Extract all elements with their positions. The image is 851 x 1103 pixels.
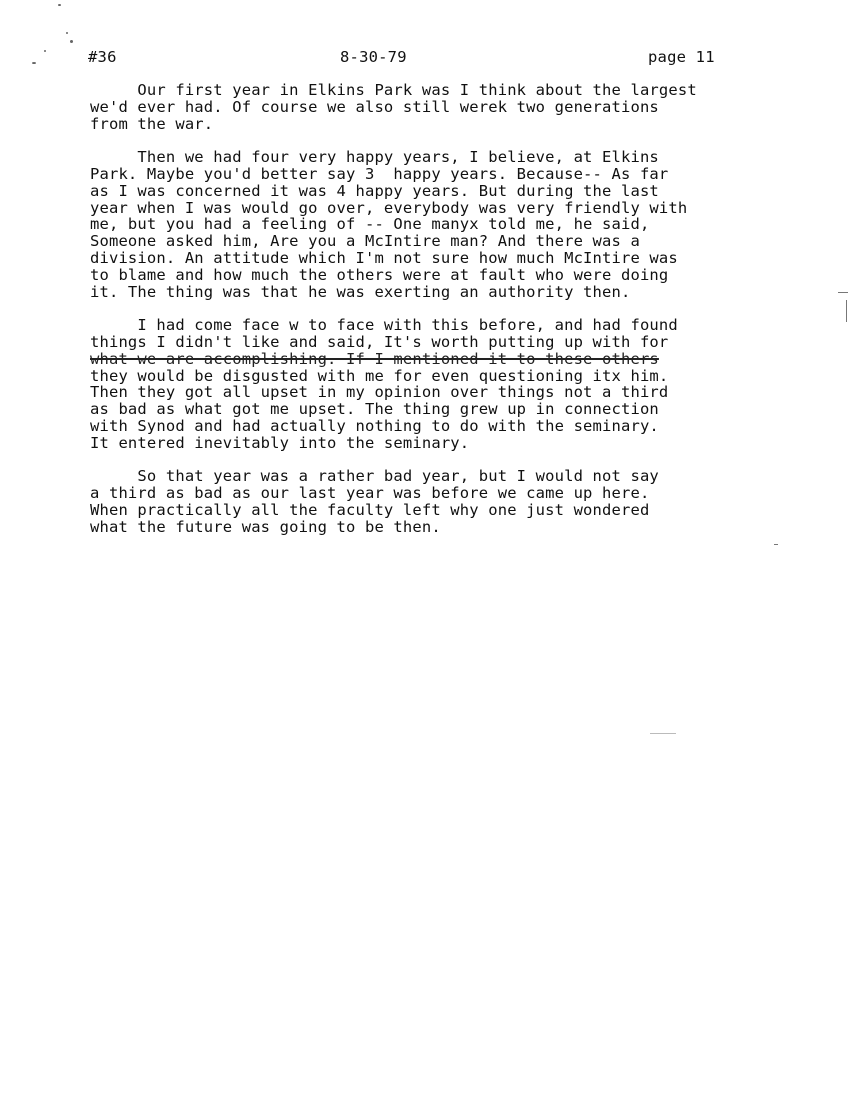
scan-speck — [32, 62, 36, 64]
text-line: division. An attitude which I'm not sure how much McIntire was — [90, 248, 678, 267]
scan-speck — [70, 40, 73, 43]
text-line: as bad as what got me upset. The thing grew up in connection — [90, 400, 659, 419]
transcript-date: 8-30-79 — [340, 48, 407, 66]
text-line: Park. Maybe you'd better say 3 happy years. Because-- As far — [90, 164, 669, 183]
text-line: year when I was would go over, everybody was very friendly with — [90, 198, 688, 217]
text-line: So that year was a rather bad year, but I would not say — [90, 467, 659, 486]
scan-speck — [58, 4, 61, 6]
page-header — [88, 48, 728, 68]
text-line: we'd ever had. Of course we also still werek two generations — [90, 97, 659, 116]
scan-speck — [66, 32, 68, 34]
text-line: they would be disgusted with me for even questioning itx him. — [90, 366, 669, 385]
paragraph — [90, 317, 790, 451]
text-line: Then we had four very happy years, I believe, at Elkins — [90, 148, 659, 167]
text-line: Our first year in Elkins Park was I think about the largest — [90, 81, 697, 99]
paragraph — [90, 468, 790, 535]
scan-mark — [838, 292, 848, 293]
paragraph — [90, 149, 790, 300]
transcript-number: #36 — [88, 48, 117, 66]
text-line: to blame and how much the others were at fault who were doing — [90, 265, 669, 284]
text-line: with Synod and had actually nothing to do with the seminary. — [90, 416, 659, 435]
text-line: Then they got all upset in my opinion over things not a third — [90, 383, 669, 402]
scan-speck — [44, 50, 46, 52]
text-line: me, but you had a feeling of -- One manyx told me, he said, — [90, 215, 650, 234]
text-line: what the future was going to be then. — [90, 517, 441, 536]
text-line: a third as bad as our last year was before we came up here. — [90, 484, 650, 503]
text-line: I had come face w to face with this before, and had found — [90, 316, 678, 335]
text-line: from the war. — [90, 114, 214, 133]
text-line: it. The thing was that he was exerting an authority then. — [90, 282, 631, 301]
transcript-body — [90, 82, 790, 552]
scan-mark — [846, 300, 847, 322]
text-line: as I was concerned it was 4 happy years. But during the last — [90, 181, 659, 200]
text-line: things I didn't like and said, It's worth putting up with for — [90, 332, 669, 351]
text-line: When practically all the faculty left why one just wondered — [90, 500, 650, 519]
paragraph — [90, 82, 790, 132]
struck-out-line: what we are accomplishing. If I mentioned it to these others — [90, 349, 659, 368]
text-line: It entered inevitably into the seminary. — [90, 433, 470, 452]
text-line: Someone asked him, Are you a McIntire man? And there was a — [90, 232, 640, 251]
scan-mark — [650, 733, 676, 734]
page-number: page 11 — [648, 48, 715, 66]
